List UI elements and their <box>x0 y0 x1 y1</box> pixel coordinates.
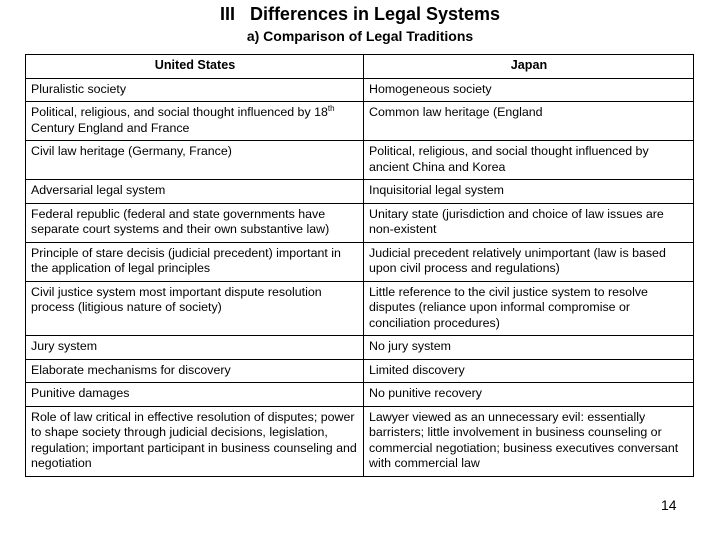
japan-cell: Judicial precedent relatively unimportant (law is based upon civil process and regulations) <box>364 242 694 281</box>
table-row <box>26 102 694 141</box>
japan-cell: Little reference to the civil justice system to resolve disputes (reliance upon informal compromise or conciliation procedures) <box>364 281 694 336</box>
us-cell: Elaborate mechanisms for discovery <box>26 359 364 383</box>
table-row <box>26 78 694 102</box>
japan-cell: Lawyer viewed as an unnecessary evil: essentially barristers; little involvement in business counseling or commercial negotiation; business executives conversant with commercial law <box>364 406 694 476</box>
page-number: 14 <box>661 497 677 513</box>
japan-cell: Homogeneous society <box>364 78 694 102</box>
us-cell: Federal republic (federal and state governments have separate court systems and their own substantive law) <box>26 203 364 242</box>
column-header-japan: Japan <box>364 55 694 79</box>
table-row <box>26 242 694 281</box>
table-row <box>26 336 694 360</box>
us-cell: Punitive damages <box>26 383 364 407</box>
japan-cell: Unitary state (jurisdiction and choice of law issues are non-existent <box>364 203 694 242</box>
table-row <box>26 180 694 204</box>
us-cell <box>26 102 364 141</box>
table-row <box>26 406 694 476</box>
us-cell: Pluralistic society <box>26 78 364 102</box>
table-header-row <box>26 55 694 79</box>
ordinal-suffix: th <box>327 103 335 113</box>
comparison-table <box>25 54 694 477</box>
us-cell: Jury system <box>26 336 364 360</box>
table-row <box>26 383 694 407</box>
us-cell: Principle of stare decisis (judicial precedent) important in the application of legal principles <box>26 242 364 281</box>
japan-cell: Common law heritage (England <box>364 102 694 141</box>
slide-title: III Differences in Legal Systems <box>219 4 501 24</box>
japan-cell: Limited discovery <box>364 359 694 383</box>
us-cell-text: Political, religious, and social thought influenced by 18 <box>31 105 328 119</box>
japan-cell: Inquisitorial legal system <box>364 180 694 204</box>
us-cell: Role of law critical in effective resolution of disputes; power to shape society through judicial decisions, legislation, regulation; important participant in business counseling and negotiation <box>26 406 364 476</box>
column-header-united-states: United States <box>26 55 364 79</box>
slide-subtitle: a) Comparison of Legal Traditions <box>246 28 474 44</box>
us-cell: Civil justice system most important dispute resolution process (litigious nature of society) <box>26 281 364 336</box>
us-cell: Adversarial legal system <box>26 180 364 204</box>
table-row <box>26 281 694 336</box>
table-row <box>26 359 694 383</box>
japan-cell: Political, religious, and social thought influenced by ancient China and Korea <box>364 141 694 180</box>
us-cell-text: Century England and France <box>31 120 190 135</box>
japan-cell: No punitive recovery <box>364 383 694 407</box>
table-row <box>26 141 694 180</box>
us-cell: Civil law heritage (Germany, France) <box>26 141 364 180</box>
japan-cell: No jury system <box>364 336 694 360</box>
table-row <box>26 203 694 242</box>
